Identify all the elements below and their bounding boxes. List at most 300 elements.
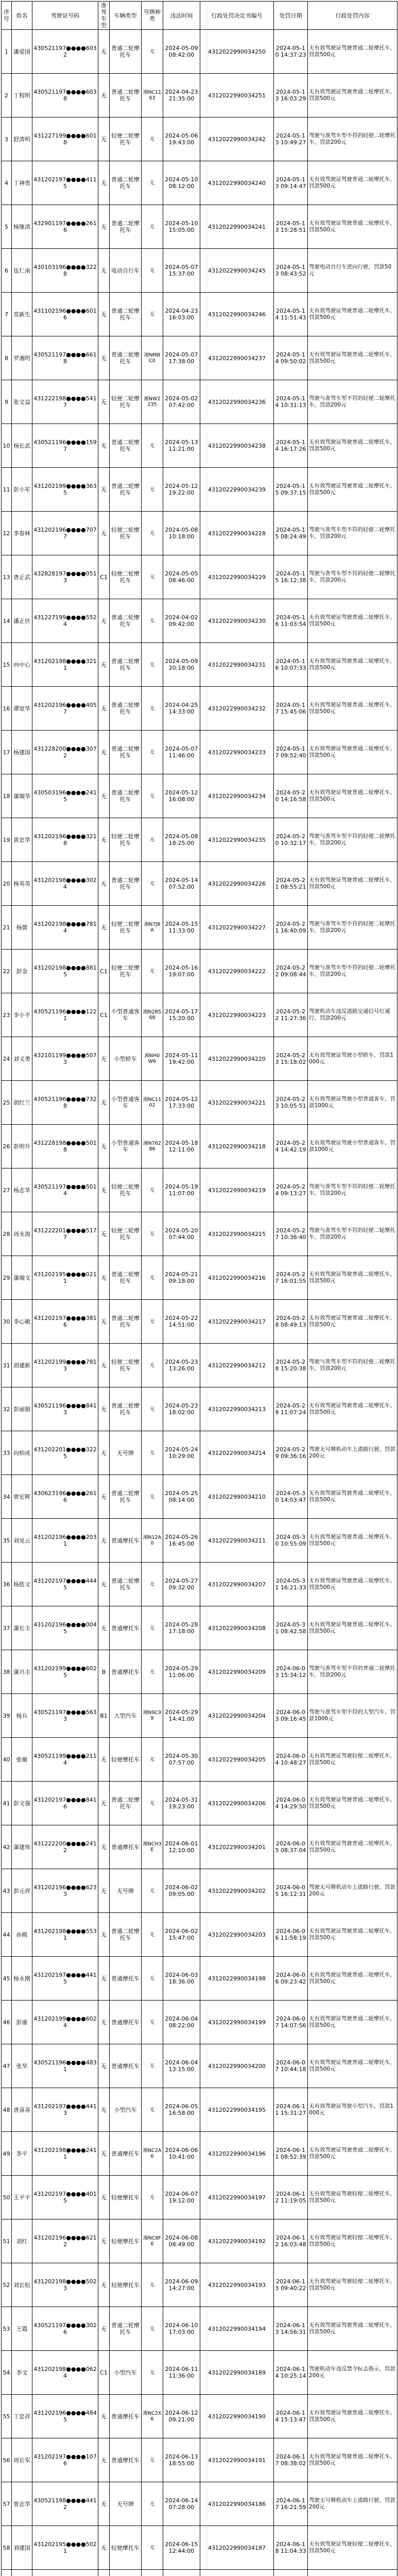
cell-plate-type: 湘NC1102 — [142, 1081, 163, 1125]
cell-penalty-date: 2024-05-14 10:31:13 — [274, 380, 308, 424]
cell-name: 杨长武 — [12, 424, 32, 468]
cell-license-number: 430521196●●●●1597 — [32, 424, 98, 468]
cell-index: 56 — [2, 2438, 12, 2482]
cell-plate-type: 无 — [142, 687, 163, 731]
cell-penalty-content: 无有效驾驶证驾驶普通二轮摩托车，罚款500元 — [308, 731, 397, 774]
cell-vehicle-type: 轻便摩托车 — [110, 1738, 142, 1782]
cell-decision-number: 4312022990034237 — [200, 336, 274, 380]
cell-license-number: 431202196●●●●4057 — [32, 687, 98, 731]
cell-decision-number — [200, 2570, 274, 2576]
cell-license-number: 431202201●●●●3225 — [32, 1431, 98, 1475]
cell-name: 蒲瑞文 — [12, 1256, 32, 1300]
cell-index: 40 — [2, 1738, 12, 1782]
cell-plate-type: 湘NC1163 — [142, 74, 163, 117]
cell-penalty-content: 无有效驾驶证驾驶轻便二轮摩托车，罚款500元 — [308, 2263, 397, 2307]
cell-decision-number: 4312022990034219 — [200, 1168, 274, 1212]
cell-vehicle-type: 普通摩托车 — [110, 2438, 142, 2482]
cell-name: 胡红兰 — [12, 1081, 32, 1125]
cell-penalty-date: 2024-05-23 10:05:51 — [274, 1081, 308, 1125]
cell-penalty-content: 驾驶与准驾车型不符的普通二轮摩托车，罚款200元 — [308, 1650, 397, 1694]
cell-permitted-class: 无 — [98, 818, 110, 862]
cell-plate-type: 无 — [142, 2088, 163, 2132]
cell-plate-type: 无 — [142, 950, 163, 993]
cell-penalty-content: 无有效驾驶证驾驶普通二轮摩托车，罚款500元 — [308, 1606, 397, 1650]
cell-index: 5 — [2, 205, 12, 249]
cell-penalty-date: 2024-05-14 16:17:26 — [274, 424, 308, 468]
cell-index: 57 — [2, 2482, 12, 2526]
cell-permitted-class: 无 — [98, 2001, 110, 2044]
cell-penalty-date: 2024-05-15 08:24:49 — [274, 512, 308, 555]
header-violation-time: 违法时间 — [163, 2, 200, 30]
table-row — [2, 1782, 397, 1825]
cell-plate-type: 无 — [142, 468, 163, 512]
cell-violation-time: 2024-05-08 18:25:00 — [163, 818, 200, 862]
cell-decision-number: 4312022990034234 — [200, 774, 274, 818]
cell-name: 唐正武 — [12, 555, 32, 599]
cell-license-number: 430521197●●●●6032 — [32, 30, 98, 74]
cell-index: 8 — [2, 336, 12, 380]
cell-permitted-class: 无 — [98, 1125, 110, 1168]
cell-decision-number: 4312022990034211 — [200, 1519, 274, 1563]
cell-penalty-content: 驾驶无号牌机动车上道路行驶，罚款200元 — [308, 1431, 397, 1475]
cell-index: 9 — [2, 380, 12, 424]
cell-penalty-content — [308, 2570, 397, 2576]
cell-plate-type: 无 — [142, 1431, 163, 1475]
table-row — [2, 818, 397, 862]
cell-license-number — [32, 2570, 98, 2576]
cell-index: 11 — [2, 468, 12, 512]
cell-index: 18 — [2, 774, 12, 818]
cell-plate-type: 无 — [142, 1475, 163, 1519]
cell-plate-type: 无 — [142, 599, 163, 643]
cell-penalty-content: 无有效驾驶证驾驶小型汽车，罚款1000元 — [308, 2088, 397, 2132]
cell-decision-number: 4312022990034215 — [200, 1212, 274, 1256]
cell-penalty-content: 无有效驾驶证驾驶小型轿车，罚款1000元 — [308, 1037, 397, 1081]
cell-penalty-date: 2024-05-27 16:01:55 — [274, 1256, 308, 1300]
cell-decision-number: 4312022990034235 — [200, 818, 274, 862]
table-row — [2, 1256, 397, 1300]
table-row — [2, 2044, 397, 2088]
cell-plate-type: 无 — [142, 1913, 163, 1957]
cell-name: 彭康 — [12, 2001, 32, 2044]
cell-penalty-content: 无有效驾驶证驾驶普通二轮摩托车，罚款500元 — [308, 1387, 397, 1431]
table-row — [2, 1825, 397, 1869]
cell-penalty-content: 无有效驾驶证驾驶普通二轮摩托车，罚款500元 — [308, 161, 397, 205]
cell-permitted-class: 无 — [98, 1913, 110, 1957]
cell-index: 31 — [2, 1344, 12, 1387]
table-row — [2, 1168, 397, 1212]
cell-penalty-content: 驾驶电动自行车逆向行驶，罚款50元 — [308, 249, 397, 293]
cell-penalty-date: 2024-06-14 15:13:47 — [274, 2395, 308, 2438]
cell-penalty-content: 无有效驾驶证驾驶轻便二轮摩托车，罚款500元 — [308, 2526, 397, 2570]
cell-permitted-class: 无 — [98, 336, 110, 380]
cell-decision-number: 4312022990034197 — [200, 2176, 274, 2219]
cell-index: 35 — [2, 1519, 12, 1563]
cell-violation-time: 2024-05-24 10:29:00 — [163, 1431, 200, 1475]
cell-decision-number: 4312022990034195 — [200, 2088, 274, 2132]
cell-vehicle-type: 普通二轮摩托车 — [110, 293, 142, 336]
cell-penalty-date: 2024-05-16 10:07:33 — [274, 643, 308, 687]
cell-violation-time: 2024-05-11 19:42:00 — [163, 1037, 200, 1081]
cell-penalty-date: 2024-06-04 10:48:27 — [274, 1738, 308, 1782]
cell-permitted-class: 无 — [98, 2088, 110, 2132]
cell-permitted-class: 无 — [98, 599, 110, 643]
cell-license-number: 431202197●●●●4413 — [32, 2088, 98, 2132]
cell-license-number: 431202196●●●●7077 — [32, 512, 98, 555]
cell-name: 杨兵 — [12, 1694, 32, 1738]
cell-penalty-date: 2024-05-29 11:07:24 — [274, 1387, 308, 1431]
cell-plate-type: 无 — [142, 1782, 163, 1825]
table-header — [2, 2, 397, 30]
cell-plate-type: 无 — [142, 1212, 163, 1256]
cell-plate-type: 无 — [142, 2263, 163, 2307]
cell-decision-number: 4312022990034206 — [200, 1782, 274, 1825]
table-row — [2, 1563, 397, 1606]
cell-decision-number: 4312022990034230 — [200, 599, 274, 643]
cell-permitted-class: 无 — [98, 2219, 110, 2263]
cell-permitted-class: 无 — [98, 1782, 110, 1825]
cell-violation-time: 2024-05-02 07:42:00 — [163, 380, 200, 424]
table-row — [2, 906, 397, 950]
cell-index: 38 — [2, 1650, 12, 1694]
cell-vehicle-type: 轻便摩托车 — [110, 2219, 142, 2263]
cell-decision-number: 4312022990034207 — [200, 1563, 274, 1606]
cell-vehicle-type: 普通二轮摩托车 — [110, 205, 142, 249]
cell-violation-time: 2024-05-29 11:06:00 — [163, 1650, 200, 1694]
cell-penalty-date: 2024-06-06 09:23:42 — [274, 1957, 308, 2001]
cell-index: 51 — [2, 2219, 12, 2263]
cell-violation-time: 2024-05-29 14:41:00 — [163, 1694, 200, 1738]
cell-decision-number: 4312022990034238 — [200, 424, 274, 468]
cell-index: 33 — [2, 1431, 12, 1475]
cell-penalty-date: 2024-05-22 09:08:44 — [274, 950, 308, 993]
cell-penalty-content: 无有效驾驶证驾驶普通二轮摩托车，罚款500元 — [308, 1782, 397, 1825]
cell-penalty-date: 2024-06-12 11:19:05 — [274, 2176, 308, 2219]
cell-vehicle-type: 轻便二轮摩托车 — [110, 950, 142, 993]
cell-decision-number: 4312022990034192 — [200, 2219, 274, 2263]
cell-license-number: 431202197●●●●4415 — [32, 1957, 98, 2001]
cell-vehicle-type: 普通二轮摩托车 — [110, 1300, 142, 1344]
cell-violation-time: 2024-05-06 19:43:00 — [163, 117, 200, 161]
cell-permitted-class: B1 — [98, 1694, 110, 1738]
cell-penalty-content: 无有效驾驶证驾驶普通二轮摩托车，罚款500元 — [308, 424, 397, 468]
cell-license-number: 430503196●●●●2415 — [32, 774, 98, 818]
table-row — [2, 1344, 397, 1387]
cell-penalty-date: 2024-05-20 10:32:17 — [274, 818, 308, 862]
cell-name: 彭明升 — [12, 1125, 32, 1168]
cell-permitted-class: 无 — [98, 906, 110, 950]
cell-permitted-class: 无 — [98, 1475, 110, 1519]
cell-index: 39 — [2, 1694, 12, 1738]
cell-name: 李小平 — [12, 993, 32, 1037]
cell-penalty-content: 无有效驾驶证驾驶普通二轮摩托车，罚款500元 — [308, 2001, 397, 2044]
cell-penalty-date: 2024-05-23 15:18:02 — [274, 1037, 308, 1081]
cell-permitted-class: 无 — [98, 468, 110, 512]
cell-license-number: 431202198●●●●0624 — [32, 2351, 98, 2395]
cell-penalty-content: 无有效驾驶证驾驶普通二轮摩托车，罚款500元 — [308, 1563, 397, 1606]
cell-violation-time: 2024-05-10 15:05:00 — [163, 205, 200, 249]
cell-decision-number: 4312022990034240 — [200, 161, 274, 205]
cell-penalty-content: 驾驶与准驾车型不符的轻便二轮摩托车，罚款200元 — [308, 950, 397, 993]
cell-permitted-class: 无 — [98, 1519, 110, 1563]
table-row — [2, 2526, 397, 2570]
cell-permitted-class: 无 — [98, 1037, 110, 1081]
cell-plate-type: 湘NC2X6 — [142, 2395, 163, 2438]
cell-vehicle-type: 普通二轮摩托车 — [110, 731, 142, 774]
cell-name — [12, 2570, 32, 2576]
cell-license-number: 432828197●●●●0513 — [32, 555, 98, 599]
cell-name: 杨继清 — [12, 205, 32, 249]
cell-decision-number: 4312022990034216 — [200, 1256, 274, 1300]
cell-permitted-class: 无 — [98, 1300, 110, 1344]
table-row — [2, 2482, 397, 2526]
cell-decision-number: 4312022990034200 — [200, 2044, 274, 2088]
cell-violation-time: 2024-05-12 19:22:00 — [163, 468, 200, 512]
cell-permitted-class: 无 — [98, 1957, 110, 2001]
table-row — [2, 117, 397, 161]
cell-penalty-date: 2024-05-14 11:51:43 — [274, 293, 308, 336]
cell-penalty-date: 2024-05-22 11:27:36 — [274, 993, 308, 1037]
cell-violation-time: 2024-05-17 15:20:00 — [163, 993, 200, 1037]
cell-name: 彭金 — [12, 950, 32, 993]
cell-name: 周永海 — [12, 1212, 32, 1256]
cell-license-number: 431202199●●●●3635 — [32, 468, 98, 512]
cell-vehicle-type: 普通二轮摩托车 — [110, 424, 142, 468]
cell-violation-time: 2024-06-14 07:28:00 — [163, 2482, 200, 2526]
cell-permitted-class: C1 — [98, 555, 110, 599]
cell-penalty-content: 无有效驾驶证驾驶普通二轮摩托车，罚款500元 — [308, 2044, 397, 2088]
cell-penalty-content: 无有效驾驶证驾驶普通二轮摩托车，罚款500元 — [308, 336, 397, 380]
cell-penalty-content: 无有效驾驶证驾驶普通二轮摩托车，罚款500元 — [308, 2307, 397, 2351]
cell-permitted-class: 无 — [98, 2044, 110, 2088]
cell-name: 彭文强 — [12, 1782, 32, 1825]
cell-plate-type: 无 — [142, 2044, 163, 2088]
cell-penalty-date: 2024-06-13 09:40:22 — [274, 2263, 308, 2307]
cell-name: 杨英英 — [12, 862, 32, 906]
cell-plate-type: 湘N9C99 — [142, 1694, 163, 1738]
cell-penalty-content: 无有效驾驶证驾驶普通二轮摩托车，罚款500元 — [308, 1825, 397, 1869]
cell-name: 杨志华 — [12, 1168, 32, 1212]
cell-license-number: 431202199●●●●6024 — [32, 2001, 98, 2044]
cell-decision-number: 4312022990034190 — [200, 2395, 274, 2438]
table-row — [2, 2263, 397, 2307]
cell-plate-type: 湘NMBC0 — [142, 336, 163, 380]
cell-name: 舒清明 — [12, 117, 32, 161]
cell-permitted-class: 无 — [98, 424, 110, 468]
cell-vehicle-type: 普通二轮摩托车 — [110, 774, 142, 818]
cell-violation-time: 2024-05-15 11:33:00 — [163, 906, 200, 950]
cell-violation-time: 2024-05-26 16:45:00 — [163, 1519, 200, 1563]
cell-vehicle-type: 普通二轮摩托车 — [110, 643, 142, 687]
cell-permitted-class: 无 — [98, 1738, 110, 1782]
cell-vehicle-type: 普通摩托车 — [110, 2044, 142, 2088]
cell-plate-type: 无 — [142, 2176, 163, 2219]
cell-penalty-date: 2024-05-28 08:49:13 — [274, 1300, 308, 1344]
cell-violation-time: 2024-06-11 11:36:00 — [163, 2351, 200, 2395]
cell-name: 李春林 — [12, 512, 32, 555]
cell-name: 潘正伏 — [12, 599, 32, 643]
cell-penalty-content: 驾驶与准驾车型不符的轻便二轮摩托车，罚款200元 — [308, 117, 397, 161]
cell-name: 张文益 — [12, 380, 32, 424]
cell-penalty-date: 2024-05-13 08:43:52 — [274, 249, 308, 293]
cell-violation-time: 2024-06-08 08:49:00 — [163, 2219, 200, 2263]
table-row — [2, 1125, 397, 1168]
cell-plate-type: 无 — [142, 2526, 163, 2570]
cell-permitted-class: 无 — [98, 30, 110, 74]
cell-index: 7 — [2, 293, 12, 336]
cell-violation-time: 2024-05-10 08:12:00 — [163, 161, 200, 205]
cell-penalty-date: 2024-05-21 16:40:09 — [274, 906, 308, 950]
cell-penalty-content: 驾驶与准驾车型不符的轻便二轮摩托车，罚款200元 — [308, 1344, 397, 1387]
cell-penalty-content: 无有效驾驶证驾驶普通二轮摩托车，罚款500元 — [308, 30, 397, 74]
cell-permitted-class: 无 — [98, 774, 110, 818]
cell-penalty-date: 2024-05-13 10:49:27 — [274, 117, 308, 161]
cell-index: 10 — [2, 424, 12, 468]
cell-plate-type — [142, 2570, 163, 2576]
cell-license-number: 430103196●●●●3228 — [32, 249, 98, 293]
cell-permitted-class: 无 — [98, 512, 110, 555]
table-row — [2, 468, 397, 512]
cell-vehicle-type: 普通二轮摩托车 — [110, 2307, 142, 2351]
cell-name: 彭丽娟 — [12, 1387, 32, 1431]
cell-name: 刘建国 — [12, 2526, 32, 2570]
cell-license-number: 431202198●●●●3211 — [32, 643, 98, 687]
cell-plate-type: 无 — [142, 249, 163, 293]
cell-index: 27 — [2, 1168, 12, 1212]
table-row — [2, 2307, 397, 2351]
cell-license-number: 431222198●●●●5417 — [32, 380, 98, 424]
cell-penalty-date: 2024-05-13 16:03:29 — [274, 74, 308, 117]
cell-name: 伍仁南 — [12, 249, 32, 293]
cell-name: 丁忠祥 — [12, 2395, 32, 2438]
cell-permitted-class: 无 — [98, 1081, 110, 1125]
cell-license-number: 431228198●●●●5018 — [32, 1125, 98, 1168]
cell-name: 王霞 — [12, 2307, 32, 2351]
cell-index: 37 — [2, 1606, 12, 1650]
cell-violation-time: 2024-05-07 15:37:00 — [163, 249, 200, 293]
cell-plate-type: 无 — [142, 555, 163, 599]
cell-penalty-content: 无有效驾驶证驾驶普通二轮摩托车，罚款500元 — [308, 1913, 397, 1957]
cell-index: 4 — [2, 161, 12, 205]
cell-license-number: 431202197●●●●4115 — [32, 161, 98, 205]
cell-penalty-content: 无有效驾驶证驾驶普通二轮摩托车，罚款500元 — [308, 1957, 397, 2001]
cell-license-number: 431202198●●●●2411 — [32, 2132, 98, 2176]
cell-plate-type: 无 — [142, 424, 163, 468]
cell-plate-type: 无 — [142, 2001, 163, 2044]
cell-permitted-class: 无 — [98, 1825, 110, 1869]
cell-permitted-class: 无 — [98, 643, 110, 687]
cell-penalty-date: 2024-06-07 14:07:56 — [274, 2001, 308, 2044]
cell-penalty-content: 驾驶与准驾车型不符的轻便二轮摩托车，罚款200元 — [308, 555, 397, 599]
cell-vehicle-type: 轻便二轮摩托车 — [110, 818, 142, 862]
cell-violation-time: 2024-06-02 09:05:00 — [163, 1869, 200, 1913]
cell-license-number: 430521197●●●●5633 — [32, 1694, 98, 1738]
cell-violation-time: 2024-06-15 12:44:00 — [163, 2526, 200, 2570]
cell-penalty-date: 2024-05-31 16:21:33 — [274, 1563, 308, 1606]
cell-index: 16 — [2, 687, 12, 731]
cell-penalty-content: 无有效驾驶证驾驶普通二轮摩托车，罚款500元 — [308, 74, 397, 117]
cell-name: 刘长松 — [12, 2263, 32, 2307]
cell-plate-type: 无 — [142, 1957, 163, 2001]
cell-penalty-content: 无有效驾驶证驾驶普通二轮摩托车，罚款500元 — [308, 599, 397, 643]
cell-penalty-content: 无有效驾驶证驾驶轻便二轮摩托车，罚款500元 — [308, 2176, 397, 2219]
cell-license-number: 430521198●●●●4412 — [32, 2482, 98, 2526]
cell-penalty-date: 2024-06-07 10:44:18 — [274, 2044, 308, 2088]
cell-index: 53 — [2, 2307, 12, 2351]
cell-license-number: 431202198●●●●8815 — [32, 950, 98, 993]
cell-permitted-class: 无 — [98, 687, 110, 731]
cell-license-number: 431202199●●●●7813 — [32, 1344, 98, 1387]
cell-penalty-content: 无有效驾驶证驾驶普通二轮摩托车，罚款500元 — [308, 1475, 397, 1519]
cell-decision-number: 4312022990034228 — [200, 512, 274, 555]
cell-violation-time: 2024-05-25 08:14:00 — [163, 1475, 200, 1519]
cell-license-number: 431202198●●●●5023 — [32, 2263, 98, 2307]
cell-plate-type: 无 — [142, 731, 163, 774]
cell-vehicle-type: 轻便二轮摩托车 — [110, 380, 142, 424]
cell-penalty-date: 2024-05-30 10:55:09 — [274, 1519, 308, 1563]
cell-index: 47 — [2, 2044, 12, 2088]
table-row — [2, 205, 397, 249]
cell-license-number: 431202197●●●●4015 — [32, 2176, 98, 2219]
cell-index: 22 — [2, 950, 12, 993]
cell-plate-type: 无 — [142, 117, 163, 161]
cell-index: 23 — [2, 993, 12, 1037]
cell-license-number: 431202195●●●●5021 — [32, 2526, 98, 2570]
cell-decision-number: 4312022990034204 — [200, 1694, 274, 1738]
cell-plate-type: 无 — [142, 643, 163, 687]
cell-plate-type: 无 — [142, 2307, 163, 2351]
cell-penalty-date: 2024-05-29 09:36:16 — [274, 1431, 308, 1475]
table-row — [2, 731, 397, 774]
cell-name: 蒲长圭 — [12, 1606, 32, 1650]
cell-penalty-date: 2024-06-18 11:04:33 — [274, 2526, 308, 2570]
cell-plate-type: 无 — [142, 1168, 163, 1212]
cell-penalty-content: 驾驶与准驾车型不符的轻便二轮摩托车，罚款200元 — [308, 1212, 397, 1256]
table-row — [2, 30, 397, 74]
table-row — [2, 74, 397, 117]
cell-name: 曾宏辉 — [12, 1475, 32, 1519]
header-penalty-date: 处罚日期 — [274, 2, 308, 30]
header-vehicle-type: 车辆类型 — [110, 2, 142, 30]
table-row — [2, 1037, 397, 1081]
cell-license-number: 431202199●●●●6025 — [32, 1650, 98, 1694]
cell-permitted-class: 无 — [98, 1606, 110, 1650]
cell-vehicle-type: 普通二轮摩托车 — [110, 1782, 142, 1825]
cell-index — [2, 2570, 12, 2576]
cell-vehicle-type: 普通二轮摩托车 — [110, 1256, 142, 1300]
cell-vehicle-type: 轻便摩托车 — [110, 2526, 142, 2570]
cell-violation-time: 2024-05-22 14:51:00 — [163, 1300, 200, 1344]
table-row — [2, 424, 397, 468]
cell-plate-type: 无 — [142, 2438, 163, 2482]
cell-permitted-class: 无 — [98, 2307, 110, 2351]
cell-permitted-class: 无 — [98, 2176, 110, 2219]
cell-penalty-content: 驾驶无号牌机动车上道路行驶，罚款200元 — [308, 1869, 397, 1913]
cell-violation-time: 2024-05-16 19:07:00 — [163, 950, 200, 993]
cell-penalty-date: 2024-05-21 08:55:21 — [274, 862, 308, 906]
cell-permitted-class: 无 — [98, 862, 110, 906]
cell-violation-time: 2024-06-03 18:36:00 — [163, 1957, 200, 2001]
table-row — [2, 2395, 397, 2438]
cell-penalty-content: 驾驶与准驾车型不符的轻便二轮摩托车，罚款200元 — [308, 1168, 397, 1212]
cell-name: 杨建国 — [12, 731, 32, 774]
cell-penalty-content: 无有效驾驶证驾驶普通二轮摩托车，罚款500元 — [308, 862, 397, 906]
table-row — [2, 2176, 397, 2219]
cell-decision-number: 4312022990034231 — [200, 643, 274, 687]
cell-plate-type: 无 — [142, 1387, 163, 1431]
cell-vehicle-type: 电动自行车 — [110, 249, 142, 293]
cell-decision-number: 4312022990034198 — [200, 1957, 274, 2001]
